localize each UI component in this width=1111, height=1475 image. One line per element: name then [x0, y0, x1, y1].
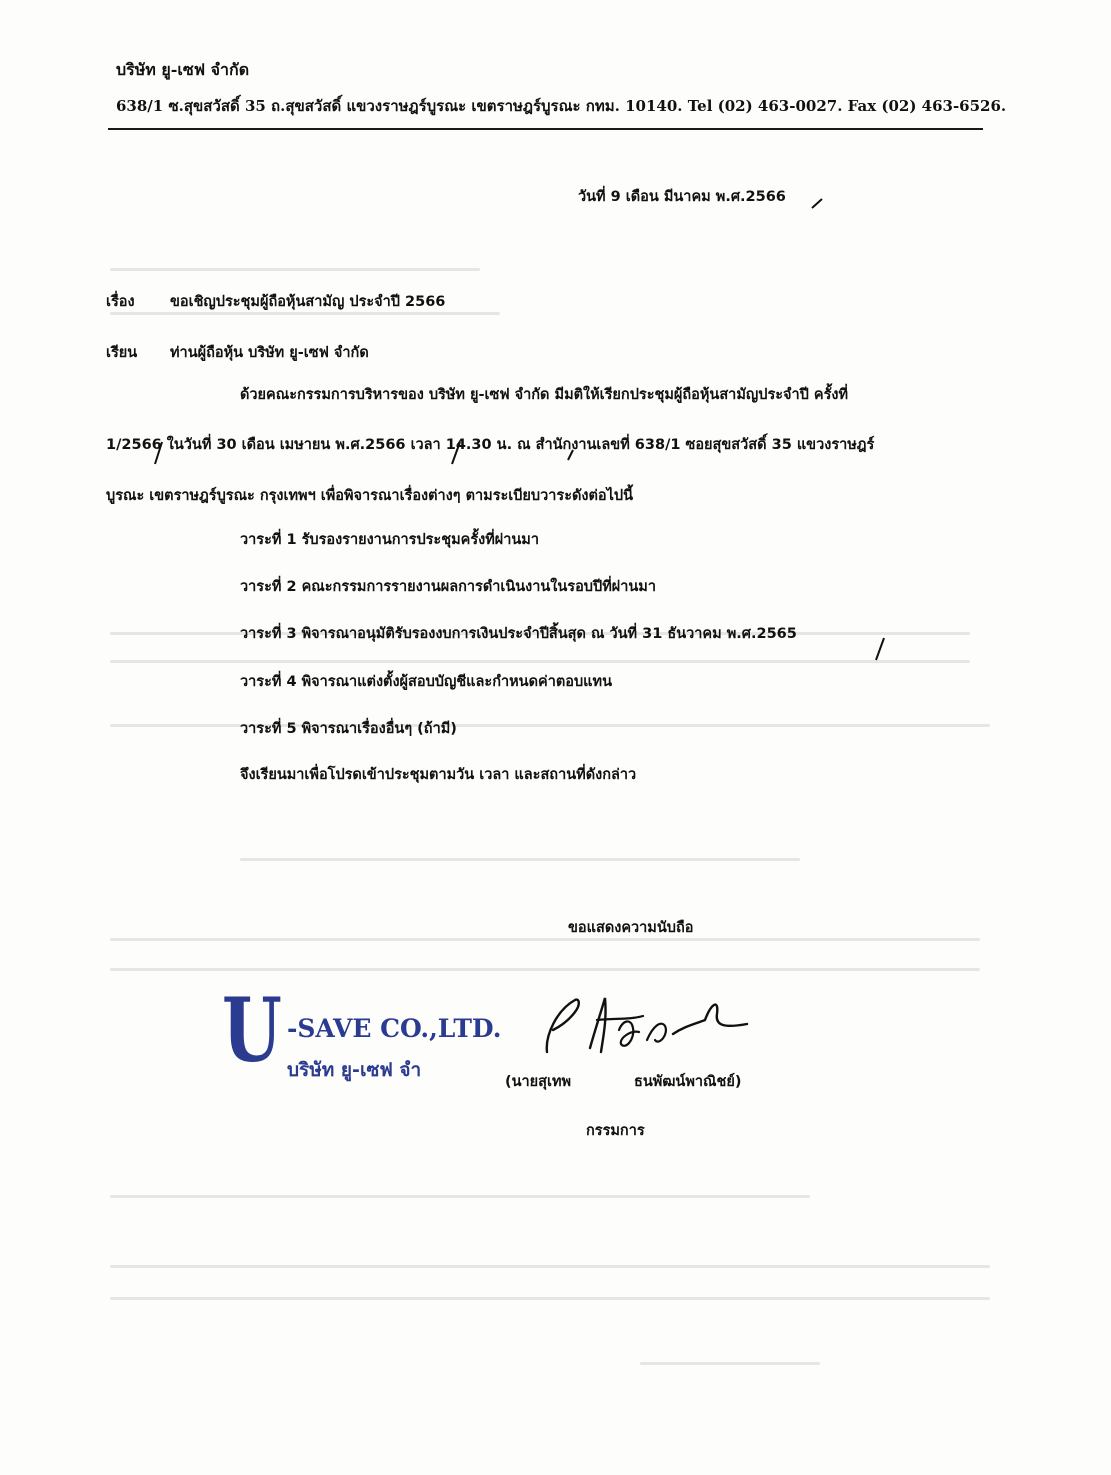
bleed-through-mark: [110, 1297, 990, 1300]
stamp-company-name-th: บริษัท ยู-เซฟ จำ: [287, 1059, 422, 1081]
bleed-through-mark: [640, 1362, 820, 1365]
stamp-company-name-en: -SAVE CO.,LTD.: [287, 1014, 502, 1043]
body-paragraph-line: บูรณะ เขตราษฎร์บูรณะ กรุงเทพฯ เพื่อพิจารณาเรื่องต่างๆ ตามระเบียบวาระดังต่อไปนี้: [106, 488, 634, 504]
correction-tick: [449, 440, 463, 466]
company-address: 638/1 ซ.สุขสวัสดิ์ 35 ถ.สุขสวัสดิ์ แขวงราษฎร์บูรณะ เขตราษฎร์บูรณะ กทม. 10140. Tel (02) 463-0027. Fax (02) 463-6526.: [116, 97, 1007, 115]
body-paragraph-line: ด้วยคณะกรรมการบริหารของ บริษัท ยู-เซฟ จำกัด มีมติให้เรียกประชุมผู้ถือหุ้นสามัญประจำปี ครั้งที่: [240, 387, 849, 403]
agenda-item: วาระที่ 4 พิจารณาแต่งตั้งผู้สอบบัญชีและกำหนดค่าตอบแทน: [240, 674, 612, 690]
bleed-through-mark: [110, 1265, 990, 1268]
correction-tick: [566, 448, 576, 462]
stamp-logo: U: [222, 978, 282, 1082]
bleed-through-mark: [110, 968, 980, 971]
closing-line: จึงเรียนมาเพื่อโปรดเข้าประชุมตามวัน เวลา และสถานที่ดังกล่าว: [240, 767, 637, 783]
header-divider: [108, 128, 983, 130]
company-name: บริษัท ยู-เซฟ จำกัด: [116, 60, 250, 79]
bleed-through-mark: [240, 858, 800, 861]
recipient-text: ท่านผู้ถือหุ้น บริษัท ยู-เซฟ จำกัด: [170, 345, 369, 361]
correction-tick: [810, 196, 824, 210]
regards-line: ขอแสดงความนับถือ: [568, 920, 694, 936]
agenda-item: วาระที่ 3 พิจารณาอนุมัติรับรองงบการเงินประจำปีสิ้นสุด ณ วันที่ 31 ธันวาคม พ.ศ.2565: [240, 626, 797, 642]
bleed-through-mark: [110, 660, 970, 663]
bleed-through-mark: [110, 268, 480, 271]
handwritten-signature: [535, 990, 755, 1060]
signer-title: กรรมการ: [586, 1123, 645, 1139]
letter-date: วันที่ 9 เดือน มีนาคม พ.ศ.2566: [578, 189, 786, 205]
correction-tick: [873, 636, 887, 662]
subject-label: เรื่อง: [106, 294, 135, 310]
correction-tick: [152, 440, 166, 466]
agenda-item: วาระที่ 2 คณะกรรมการรายงานผลการดำเนินงานในรอบปีที่ผ่านมา: [240, 579, 656, 595]
bleed-through-mark: [110, 1195, 810, 1198]
agenda-item: วาระที่ 5 พิจารณาเรื่องอื่นๆ (ถ้ามี): [240, 721, 457, 737]
subject-text: ขอเชิญประชุมผู้ถือหุ้นสามัญ ประจำปี 2566: [170, 294, 446, 310]
recipient-label: เรียน: [106, 345, 138, 361]
body-paragraph-line: 1/2566 ในวันที่ 30 เดือน เมษายน พ.ศ.2566 เวลา 14.30 น. ณ สำนักงานเลขที่ 638/1 ซอยสุขสวัสดิ์ 35 แขวงราษฎร์: [106, 437, 875, 453]
agenda-item: วาระที่ 1 รับรองรายงานการประชุมครั้งที่ผ่านมา: [240, 532, 539, 548]
signer-first-name: (นายสุเทพ: [505, 1074, 572, 1090]
bleed-through-mark: [110, 938, 980, 941]
signer-surname: ธนพัฒน์พาณิชย์): [634, 1074, 742, 1090]
